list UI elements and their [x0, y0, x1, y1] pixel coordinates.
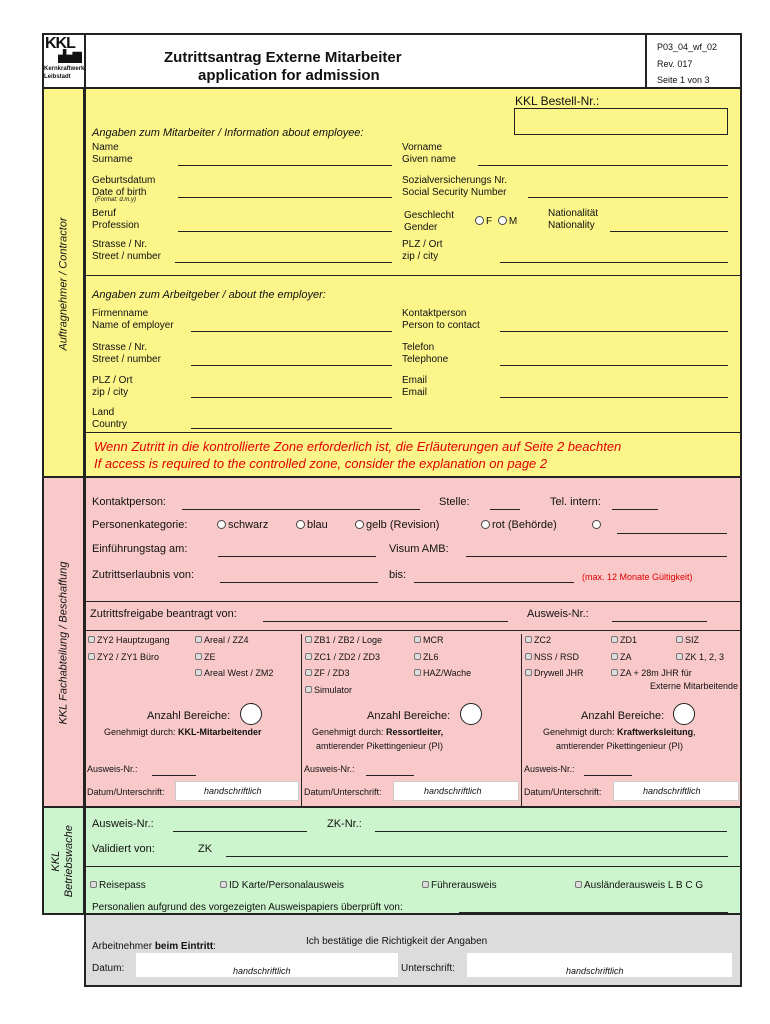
employer-zip-label: PLZ / Ort zip / city	[92, 375, 133, 398]
yellow-divider	[84, 432, 742, 433]
zone-option[interactable]: ZC2	[525, 635, 551, 645]
checkbox-icon[interactable]	[220, 881, 227, 888]
intro-day-field[interactable]	[218, 556, 376, 557]
category-red-option[interactable]: rot (Behörde)	[481, 519, 557, 532]
category-black-option[interactable]: schwarz	[217, 519, 268, 532]
stelle-label: Stelle:	[439, 496, 470, 508]
col1-date-label: Datum/Unterschrift:	[87, 787, 165, 797]
col3-count-circle[interactable]	[673, 703, 695, 725]
validated-label: Validiert von:	[92, 843, 155, 855]
checkbox-icon[interactable]	[414, 669, 421, 676]
checkbox-icon[interactable]	[195, 636, 202, 643]
checkbox-icon[interactable]	[195, 669, 202, 676]
checkbox-icon[interactable]	[676, 653, 683, 660]
permit-until-label: bis:	[389, 569, 407, 581]
birthdate-field[interactable]	[178, 197, 392, 198]
ssn-label: Sozialversicherungs Nr. Social Security Number	[402, 175, 508, 198]
col2-approved: Genehmigt durch: Ressortleiter,	[312, 727, 444, 737]
pink-vdivider	[301, 634, 302, 808]
col3-count-label: Anzahl Bereiche:	[581, 710, 665, 722]
given-name-field[interactable]	[478, 165, 728, 166]
col3-badge-label: Ausweis-Nr.:	[524, 764, 575, 774]
profession-field[interactable]	[178, 231, 392, 232]
pink-divider	[84, 601, 742, 602]
form-subtitle: application for admission	[198, 67, 380, 84]
zone-option[interactable]: Drywell JHR	[525, 668, 584, 678]
zone-option[interactable]: Areal West / ZM2	[195, 668, 273, 678]
phone-label: Telefon Telephone	[402, 342, 449, 365]
signature-label: Unterschrift:	[401, 963, 455, 974]
gender-m-radio[interactable]	[498, 216, 507, 225]
name-label: Name Surname	[92, 142, 133, 165]
zip-field[interactable]	[500, 262, 728, 263]
checkbox-icon[interactable]	[525, 653, 532, 660]
firm-label: Firmenname Name of employer	[92, 308, 174, 331]
warning-line2: If access is required to the controlled zone, consider the explanation on page 2	[94, 456, 548, 471]
zone-option[interactable]: ZA	[611, 652, 632, 662]
confirm-text: Ich bestätige die Richtigkeit der Angaben	[306, 936, 488, 947]
doc-id-card[interactable]: ID Karte/Personalausweis	[220, 880, 344, 892]
entry-label: Arbeitnehmer beim Eintritt:	[92, 941, 216, 952]
release-divider	[84, 630, 742, 631]
employer-section-title: Angaben zum Arbeitgeber / about the employer:	[92, 289, 326, 301]
col3-handwritten: handschriftlich	[643, 786, 701, 796]
employer-zip-field[interactable]	[191, 397, 392, 398]
green-divider	[84, 866, 742, 867]
guard-zk-label: ZK-Nr.:	[327, 818, 362, 830]
col1-approved: Genehmigt durch: KKL-Mitarbeitender	[104, 727, 262, 737]
profession-label: Beruf Profession	[92, 208, 140, 231]
category-yellow-option[interactable]: gelb (Revision)	[355, 519, 439, 532]
doc-foreigner-id[interactable]: Ausländerausweis L B C G	[575, 880, 703, 892]
checked-by-field[interactable]	[459, 912, 728, 913]
guard-badge-field[interactable]	[173, 831, 307, 832]
max-validity-note: (max. 12 Monate Gültigkeit)	[582, 572, 693, 582]
checkbox-icon[interactable]	[414, 653, 421, 660]
gender-label: Geschlecht Gender	[404, 210, 455, 233]
col2-handwritten: handschriftlich	[424, 786, 482, 796]
ssn-field[interactable]	[528, 197, 728, 198]
radio-icon[interactable]	[217, 520, 226, 529]
zone-option[interactable]: ZA + 28m JHR für	[611, 668, 692, 678]
zone-option[interactable]: ZY2 / ZY1 Büro	[88, 652, 159, 662]
release-requested-label: Zutrittsfreigabe beantragt von:	[90, 608, 237, 620]
logo-text: KKL	[45, 35, 75, 52]
side-guard: KKL Betriebswache	[50, 825, 76, 898]
guard-section	[84, 808, 742, 915]
signature-handwritten: handschriftlich	[566, 966, 624, 976]
checkbox-icon[interactable]	[676, 636, 683, 643]
dept-contact-label: Kontaktperson:	[92, 496, 166, 508]
logo	[44, 35, 84, 87]
col2-badge-field[interactable]	[366, 775, 414, 776]
permit-from-label: Zutrittserlaubnis von:	[92, 569, 195, 581]
zone-option[interactable]: HAZ/Wache	[414, 668, 471, 678]
checkbox-icon[interactable]	[525, 636, 532, 643]
nationality-field[interactable]	[610, 231, 728, 232]
street-field[interactable]	[175, 262, 392, 263]
checkbox-icon[interactable]	[414, 636, 421, 643]
date-label: Datum:	[92, 963, 125, 974]
guard-zk-field[interactable]	[375, 831, 727, 832]
nationality-label: Nationalität Nationality	[548, 208, 599, 231]
radio-icon[interactable]	[296, 520, 305, 529]
checkbox-icon[interactable]	[88, 653, 95, 660]
visum-field[interactable]	[466, 556, 727, 557]
col1-handwritten: handschriftlich	[204, 786, 262, 796]
date-handwritten: handschriftlich	[233, 966, 291, 976]
order-no-input[interactable]	[514, 108, 728, 135]
side-dept: KKL Fachabteilung / Beschaffung	[57, 561, 70, 725]
radio-icon[interactable]	[355, 520, 364, 529]
checkbox-icon[interactable]	[88, 636, 95, 643]
col2-count-circle[interactable]	[460, 703, 482, 725]
form-title: Zutrittsantrag Externe Mitarbeiter	[164, 49, 402, 66]
intro-day-label: Einführungstag am:	[92, 543, 188, 555]
zone-option[interactable]: ZK 1, 2, 3	[676, 652, 724, 662]
checkbox-icon[interactable]	[525, 669, 532, 676]
order-no-label: KKL Bestell-Nr.:	[515, 94, 600, 108]
country-label: Land Country	[92, 407, 128, 430]
doc-driving-licence[interactable]: Führerausweis	[422, 880, 497, 892]
col2-approved-2: amtierender Pikettingenieur (PI)	[316, 741, 444, 751]
street-label: Strasse / Nr. Street / number	[92, 239, 161, 262]
col1-count-circle[interactable]	[240, 703, 262, 725]
surname-field[interactable]	[178, 165, 392, 166]
side-contractor: Auftragnehmer / Contractor	[57, 216, 70, 351]
release-requested-field[interactable]	[263, 621, 508, 622]
dept-contact-field[interactable]	[182, 509, 420, 510]
zone-option[interactable]: ZE	[195, 652, 216, 662]
zone-option[interactable]: MCR	[414, 635, 444, 645]
checkbox-icon[interactable]	[305, 669, 312, 676]
email-label: Email Email	[402, 375, 428, 398]
stelle-field[interactable]	[490, 509, 520, 510]
logo-sub1: Kernkraftwerk	[44, 66, 85, 72]
release-badge-label: Ausweis-Nr.:	[527, 608, 589, 620]
zone-option[interactable]: NSS / RSD	[525, 652, 579, 662]
col3-approved: Genehmigt durch: Kraftwerksleitung,	[543, 727, 696, 737]
zone-option[interactable]: ZD1	[611, 635, 637, 645]
col1-count-label: Anzahl Bereiche:	[147, 710, 231, 722]
checkbox-icon[interactable]	[611, 636, 618, 643]
col2-date-label: Datum/Unterschrift:	[304, 787, 382, 797]
given-name-label: Vorname Given name	[402, 142, 456, 165]
yellow-divider	[84, 275, 742, 276]
col1-badge-field[interactable]	[152, 775, 196, 776]
zone-option[interactable]: Areal / ZZ4	[195, 635, 249, 645]
release-badge-field[interactable]	[612, 621, 707, 622]
zone-option[interactable]: ZB1 / ZB2 / Loge	[305, 635, 382, 645]
checkbox-icon[interactable]	[305, 636, 312, 643]
warning-line1: Wenn Zutritt in die kontrollierte Zone erforderlich ist, die Erläuterungen auf Seite 2 beachten	[94, 439, 622, 454]
checked-by-label: Personalien aufgrund des vorgezeigten Ausweispapiers überprüft von:	[92, 902, 403, 913]
zone-option[interactable]: ZC1 / ZD2 / ZD3	[305, 652, 380, 662]
phone-field[interactable]	[500, 365, 728, 366]
zone-option[interactable]: ZY2 Hauptzugang	[88, 635, 170, 645]
col3-date-label: Datum/Unterschrift:	[524, 787, 602, 797]
employer-street-label: Strasse / Nr. Street / number	[92, 342, 161, 365]
checkbox-icon[interactable]	[195, 653, 202, 660]
checkbox-icon[interactable]	[611, 653, 618, 660]
zone-option[interactable]: ZF / ZD3	[305, 668, 350, 678]
col2-badge-label: Ausweis-Nr.:	[304, 764, 355, 774]
category-blue-option[interactable]: blau	[296, 519, 328, 532]
email-field[interactable]	[500, 397, 728, 398]
gender-radios: F M	[475, 216, 517, 228]
checkbox-icon[interactable]	[575, 881, 582, 888]
validated-field[interactable]	[226, 856, 728, 857]
zone-option-note: Externe Mitarbeitende	[650, 681, 739, 691]
logo-sub2: Leibstadt	[44, 74, 71, 80]
checkbox-icon[interactable]	[611, 669, 618, 676]
divider	[84, 33, 86, 89]
checkbox-icon[interactable]	[422, 881, 429, 888]
zone-option[interactable]: ZL6	[414, 652, 439, 662]
col2-count-label: Anzahl Bereiche:	[367, 710, 451, 722]
gender-f-radio[interactable]	[475, 216, 484, 225]
checkbox-icon[interactable]	[90, 881, 97, 888]
checkbox-icon[interactable]	[305, 653, 312, 660]
validated-zk: ZK	[198, 843, 213, 855]
category-other-option[interactable]	[592, 519, 603, 532]
guard-badge-label: Ausweis-Nr.:	[92, 818, 154, 830]
revision: Rev. 017	[657, 59, 693, 69]
visum-label: Visum AMB:	[389, 543, 449, 555]
radio-icon[interactable]	[481, 520, 490, 529]
contact-label: Kontaktperson Person to contact	[402, 308, 480, 331]
zip-label: PLZ / Ort zip / city	[402, 239, 443, 262]
employee-section-title: Angaben zum Mitarbeiter / Information about employee:	[92, 127, 364, 139]
doc-passport[interactable]: Reisepass	[90, 880, 146, 892]
pink-vdivider	[521, 634, 522, 808]
employer-street-field[interactable]	[191, 365, 392, 366]
birthdate-format: (Format: d.m.y)	[95, 197, 137, 203]
col3-approved-2: amtierender Pikettingenieur (PI)	[556, 741, 684, 751]
radio-icon[interactable]	[592, 520, 601, 529]
doc-id: P03_04_wf_02	[657, 42, 718, 52]
col3-badge-field[interactable]	[584, 775, 632, 776]
page-number: Seite 1 von 3	[657, 75, 710, 85]
tel-label: Tel. intern:	[550, 496, 601, 508]
category-label: Personenkategorie:	[92, 519, 188, 531]
zone-option[interactable]: SIZ	[676, 635, 699, 645]
category-other-field[interactable]	[617, 533, 727, 534]
tel-field[interactable]	[612, 509, 658, 510]
checkbox-icon[interactable]	[305, 686, 312, 693]
contact-field[interactable]	[500, 331, 728, 332]
divider	[645, 33, 647, 89]
country-field[interactable]	[191, 428, 392, 429]
permit-until-field[interactable]	[414, 582, 574, 583]
birthdate-label: Geburtsdatum Date of birth	[92, 175, 156, 198]
firm-field[interactable]	[191, 331, 392, 332]
permit-from-field[interactable]	[220, 582, 378, 583]
zone-option[interactable]: Simulator	[305, 685, 352, 695]
col1-badge-label: Ausweis-Nr.:	[87, 764, 138, 774]
